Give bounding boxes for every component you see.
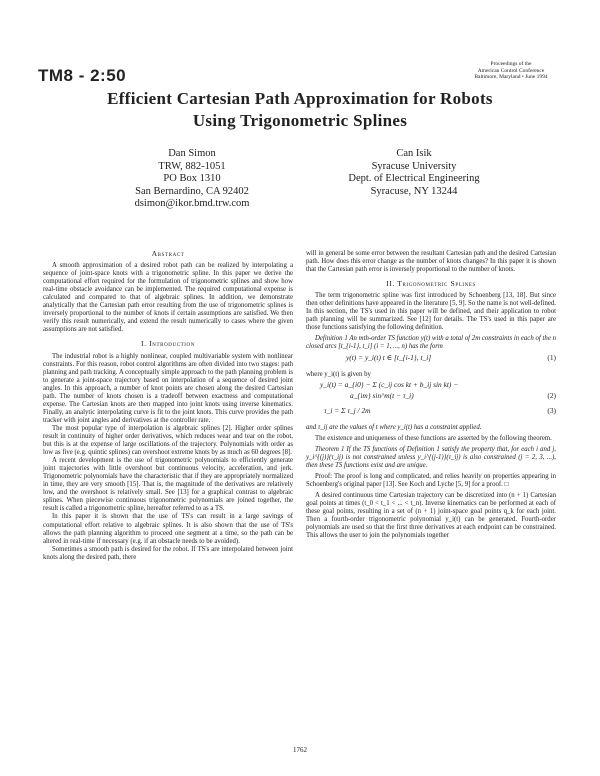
right-column: [306, 250, 556, 540]
equation-number: (3): [547, 405, 556, 415]
paper-title-line-2: Using Trigonometric Splines: [192, 111, 408, 130]
paragraph: In this paper it is shown that the use of TS's can result in a large savings of computational effort relative to algebraic splines. It is also shown that the use of TS's allows the path planning algorithm to proceed one segment at a time, so the path can be altered in real-time if necessary (e.g. if an obstacle needs to be avoided).: [43, 513, 293, 545]
author-address: San Bernardino, CA 92402: [135, 185, 249, 197]
left-column: [43, 250, 293, 562]
author-block-1: [92, 148, 292, 211]
equation-number: (2): [547, 390, 556, 400]
author-address: Syracuse, NY 13244: [370, 185, 458, 197]
author-affiliation: TRW, 882-1051: [158, 160, 226, 172]
author-email: dsimon@ikor.bmd.trw.com: [134, 198, 250, 210]
equation-body: a_{im} sin^m(t − τ_i): [350, 390, 414, 400]
author-address: PO Box 1310: [163, 173, 221, 185]
paragraph: and τ_ij are the values of t where y_i(t) has a constraint applied.: [306, 423, 482, 431]
paper-title-line-1: Efficient Cartesian Path Approximation for Robots: [107, 89, 493, 108]
abstract-heading: Abstract: [151, 249, 185, 258]
page-number: 1762: [293, 746, 307, 754]
equation-3: [306, 407, 556, 422]
equation-1: [306, 354, 556, 369]
paragraph: The most popular type of interpolation is algebraic splines [2]. Higher order splines result in continuity of higher order derivatives, which reduces wear and tear on the robot, but this is at the expense of large oscillations of the trajectory. Polynomials with order as low as five (e.g. quintic splines) can overshoot extreme knots by as much as 60 degrees [8].: [43, 424, 293, 457]
paragraph: A recent development is the use of trigonometric polynomials to efficiently generate joint trajectories with little overshoot but continuous velocity, acceleration, and jerk. Trigonometric polynomials have the characteristic that if they are appropriately normalized in time, they are very smooth [15]. That is, the magnitude of the derivatives are relatively low, and the overshoot is relatively small. See [13] for a graphical contrast to algebraic splines. When piecewise continuous trigonometric polynomials are joined together, the result is called a trigonometric spline, hereafter referred to as a TS.: [43, 457, 293, 513]
introduction-heading: I. Introduction: [141, 339, 195, 349]
author-name: Dan Simon: [168, 148, 216, 159]
paragraph: will in general be some error between the resultant Cartesian path and the desired Cartesian path. How does this error change as the number of knots changes? In this paper it is shown that the Cartesian path error is inversely proportional to the number of knots.: [306, 250, 556, 274]
session-code: TM8 - 2:50: [38, 66, 127, 85]
abstract-text: A smooth approximation of a desired robot path can be realized by interpolating a sequence of joint-space knots with a trigonometric spline. In this paper we derive the computational effort required for the formulation of trigonometric splines and show how real-time obstacle avoidance can be implemented. The required computational expense is calculated and compared to that of algebraic splines. In addition, we demonstrate analytically that the Cartesian path error resulting from the use of trigonometric splines is inversely proportional to the number of knots if certain assumptions are satisfied. We then verify this result numerically, and extend the result numerically to cases where the given assumptions are not satisfied.: [43, 262, 293, 334]
paragraph: The term trigonometric spline was first introduced by Schoenberg [13, 18]. But since then other definitions have appeared in the literature [5, 9]. So the name is not well-defined. In this section, the TS's used in this paper will be defined, and their application to robot path planning will be summarized. See [12] for details. The TS's used in this paper are those functions satisfying the following definition.: [306, 292, 556, 332]
paragraph: Sometimes a smooth path is desired for the robot. If TS's are interpolated between joint knots along the desired path, there: [43, 545, 293, 561]
paragraph: The industrial robot is a highly nonlinear, coupled multivariable system with nonlinear constraints. For this reason, robot control algorithms are often divided into two stages: path planning and path tracking. A conceptually simple approach to the path planning problem is to generate a joint-space trajectory based on interpolation of a sequence of desired joint angles. In this approach, a number of knot points are chosen along the desired Cartesian path. The number of knots chosen is a tradeoff between exactness and computational expense. The Cartesian knots are then mapped into joint knots using inverse kinematics. Finally, an analytic interpolating curve is fit to the joint knots. This curve provides the path tracker with joint angles and derivatives at the controller rate.: [43, 352, 293, 424]
equation-body: τ_i = Σ τ_j / 2m: [324, 405, 371, 415]
proof: Proof: The proof is long and complicated, and relies heavily on properties appearing in Schoenberg's original paper [13]. See Koch and Lyche [5, 9] for a proof. □: [306, 472, 556, 488]
conference-note: Proceedings of the American Control Conference Baltimore, Maryland • June 1994: [474, 61, 548, 80]
paragraph: A desired continuous time Cartesian trajectory can be discretized into (n + 1) Cartesian goal points at times (t_0 < t_1 < ... < t_n). Inverse kinematics can be performed at each of these goal points, resulting in a set of (n + 1) joint-space goal points q_k for each joint. Then a fourth-order trigonometric polynomial y_i(t) can be generated. Fourth-order polynomials are used so that the first three derivatives at each endpoint can be constrained. This allows the user to join the polynomials together: [306, 491, 556, 540]
equation-2: [306, 381, 556, 405]
section-2-heading: II. Trigonometric Splines: [386, 279, 476, 289]
theorem-1: Theorem 1 If the TS functions of Definition 1 satisfy the property that, for each i and j, y_i^{(j)}(τ_ij) is not constrained unless y_i^{(j-1)}(τ_ij) is also constrained (j = 2, 3, ...), then these TS functions exist and are unique.: [306, 445, 556, 469]
author-block-2: [314, 148, 514, 198]
paragraph: The existence and uniqueness of these functions are asserted by the following theorem.: [315, 434, 552, 442]
author-name: Can Isik: [396, 148, 432, 159]
equation-number: (1): [547, 352, 556, 362]
author-affiliation: Syracuse University: [371, 160, 457, 172]
equation-body: y(t) = y_i(t) t ∈ [t_{i-1}, t_i]: [346, 352, 432, 362]
paragraph: where y_i(t) is given by: [306, 370, 371, 378]
author-department: Dept. of Electrical Engineering: [348, 173, 480, 185]
definition-1: Definition 1 An mth-order TS function y(t) with a total of 2m constraints in each of the n closed arcs [t_{i-1}, t_i] (i = 1, ..., n) has the form: [306, 335, 556, 351]
equation-body: y_i(t) = a_{i0} − Σ (c_ij cos kt + b_ij sin kt) −: [320, 379, 459, 389]
